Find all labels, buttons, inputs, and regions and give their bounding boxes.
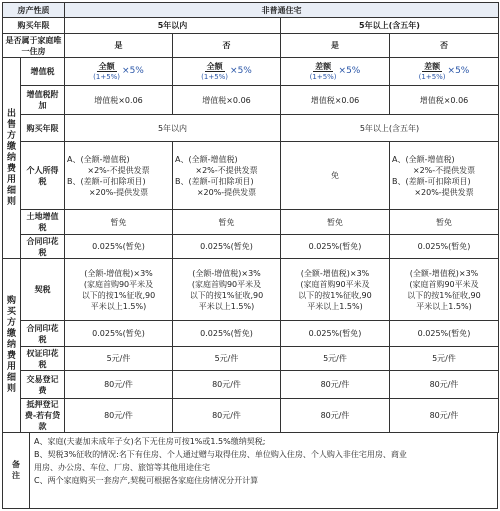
- mortgage-reg-label: 抵押登记费-若有贷款: [21, 399, 65, 433]
- vat-surcharge-label: 增值税附加: [21, 86, 65, 115]
- only-home-yes-1: 是: [65, 34, 173, 58]
- only-home-row: [3, 34, 499, 58]
- notes-section: [2, 432, 498, 509]
- tax-table: [2, 2, 499, 433]
- deed-tax-cell-1: (全额-增值税)×3% (家庭首购90平米及 以下的按1%征收,90 平米以上1.5%): [65, 259, 173, 321]
- over-5-years: 5年以上(含五年): [281, 18, 499, 34]
- seller-contract-stamp-label: 合同印花税: [21, 235, 65, 259]
- mortgage-reg-3: 80元/件: [281, 399, 390, 433]
- vat-formula-full-1: $\frac{\text{全额}}{(1+5\%)}$ ×5%: [65, 58, 173, 86]
- vat-formula-full-2: $\frac{\text{全额}}{(1+5\%)}$ ×5%: [173, 58, 281, 86]
- only-home-no-1: 否: [173, 34, 281, 58]
- note-line-b: B、契税3%征收的情况:名下有住房、个人通过赠与取得住房、单位购入住房、个人购入非住宅用房、商业: [34, 450, 407, 459]
- mortgage-reg-2: 80元/件: [173, 399, 281, 433]
- vat-formula-diff-2: $\frac{\text{差额}}{(1+5\%)}$ ×5%: [390, 58, 499, 86]
- seller-group-label: 出 售方缴 纳费用 细则: [3, 58, 21, 259]
- income-tax-cell-2: A、(全额-增值税) ×2%-不提供发票 B、(差额-可扣除项目) ×20%-提供发票: [173, 142, 281, 210]
- title-stamp-1: 5元/件: [65, 347, 173, 371]
- mortgage-reg-row: [3, 399, 499, 433]
- seller-vat-row: [3, 58, 499, 86]
- vat-surcharge-4: 增值税×0.06: [390, 86, 499, 115]
- land-vat-2: 暂免: [173, 210, 281, 235]
- note-line-c: C、两个家庭购买一套房产,契税可根据各家庭住房情况分开计算: [34, 476, 259, 485]
- vat-formula-diff-1: $\frac{\text{差额}}{(1+5\%)}$ ×5%: [281, 58, 390, 86]
- trade-reg-4: 80元/件: [390, 371, 499, 399]
- income-tax-exempt: 免: [281, 142, 390, 210]
- income-tax-label: 个人所得税: [21, 142, 65, 210]
- mortgage-reg-4: 80元/件: [390, 399, 499, 433]
- land-vat-3: 暂免: [281, 210, 390, 235]
- note-line-b-cont: 用房、办公房、车位、厂房、旅馆等其他用途住宅: [34, 463, 210, 472]
- buyer-group-label: 购 买方缴 纳费用 细则: [3, 259, 21, 433]
- trade-reg-row: [3, 371, 499, 399]
- title-stamp-3: 5元/件: [281, 347, 390, 371]
- trade-reg-1: 80元/件: [65, 371, 173, 399]
- deed-tax-cell-4: (全额-增值税)×3% (家庭首购90平米及 以下的按1%征收,90 平米以上1.5%): [390, 259, 499, 321]
- buyer-contract-stamp-2: 0.025%(暂免): [173, 321, 281, 347]
- note-line-a: A、家庭(夫妻加未成年子女)名下无住房可按1%或1.5%缴纳契税;: [34, 437, 266, 446]
- seller-contract-stamp-4: 0.025%(暂免): [390, 235, 499, 259]
- seller-years-label: 购买年限: [21, 115, 65, 142]
- title-stamp-row: [3, 347, 499, 371]
- only-home-yes-2: 是: [281, 34, 390, 58]
- under-5-years: 5年以内: [65, 18, 281, 34]
- title-stamp-2: 5元/件: [173, 347, 281, 371]
- deed-tax-label: 契税: [21, 259, 65, 321]
- purchase-years-header-row: [3, 18, 499, 34]
- property-type-label: 房产性质: [3, 3, 65, 18]
- seller-years-row: [3, 115, 499, 142]
- trade-reg-label: 交易登记费: [21, 371, 65, 399]
- seller-years-under5: 5年以内: [65, 115, 281, 142]
- notes-label: 备 注: [3, 432, 30, 508]
- income-tax-cell-4: A、(全额-增值税) ×2%-不提供发票 B、(差额-可扣除项目) ×20%-提供发票: [390, 142, 499, 210]
- land-vat-row: [3, 210, 499, 235]
- buyer-contract-stamp-4: 0.025%(暂免): [390, 321, 499, 347]
- title-stamp-label: 权证印花税: [21, 347, 65, 371]
- land-vat-label: 土地增值税: [21, 210, 65, 235]
- seller-contract-stamp-row: [3, 235, 499, 259]
- deed-tax-cell-2: (全额-增值税)×3% (家庭首购90平米及 以下的按1%征收,90 平米以上1.5%): [173, 259, 281, 321]
- buyer-contract-stamp-label: 合同印花税: [21, 321, 65, 347]
- land-vat-4: 暂免: [390, 210, 499, 235]
- seller-years-over5: 5年以上(含五年): [281, 115, 499, 142]
- buyer-contract-stamp-3: 0.025%(暂免): [281, 321, 390, 347]
- vat-surcharge-3: 增值税×0.06: [281, 86, 390, 115]
- income-tax-cell-1: A、(全额-增值税) ×2%-不提供发票 B、(差额-可扣除项目) ×20%-提供发票: [65, 142, 173, 210]
- income-tax-row: [3, 142, 499, 210]
- notes-body: [30, 432, 497, 508]
- vat-label: 增值税: [21, 58, 65, 86]
- deed-tax-cell-3: (全额-增值税)×3% (家庭首购90平米及 以下的按1%征收,90 平米以上1.5%): [281, 259, 390, 321]
- vat-surcharge-2: 增值税×0.06: [173, 86, 281, 115]
- vat-surcharge-1: 增值税×0.06: [65, 86, 173, 115]
- land-vat-1: 暂免: [65, 210, 173, 235]
- trade-reg-3: 80元/件: [281, 371, 390, 399]
- deed-tax-row: [3, 259, 499, 321]
- only-home-label: 是否属于家庭唯一住房: [3, 34, 65, 58]
- property-type-value: 非普通住宅: [65, 3, 499, 18]
- trade-reg-2: 80元/件: [173, 371, 281, 399]
- purchase-years-label: 购买年限: [3, 18, 65, 34]
- seller-contract-stamp-2: 0.025%(暂免): [173, 235, 281, 259]
- seller-contract-stamp-3: 0.025%(暂免): [281, 235, 390, 259]
- mortgage-reg-1: 80元/件: [65, 399, 173, 433]
- buyer-contract-stamp-1: 0.025%(暂免): [65, 321, 173, 347]
- vat-surcharge-row: [3, 86, 499, 115]
- seller-contract-stamp-1: 0.025%(暂免): [65, 235, 173, 259]
- only-home-no-2: 否: [390, 34, 499, 58]
- title-stamp-4: 5元/件: [390, 347, 499, 371]
- property-type-row: [3, 3, 499, 18]
- buyer-contract-stamp-row: [3, 321, 499, 347]
